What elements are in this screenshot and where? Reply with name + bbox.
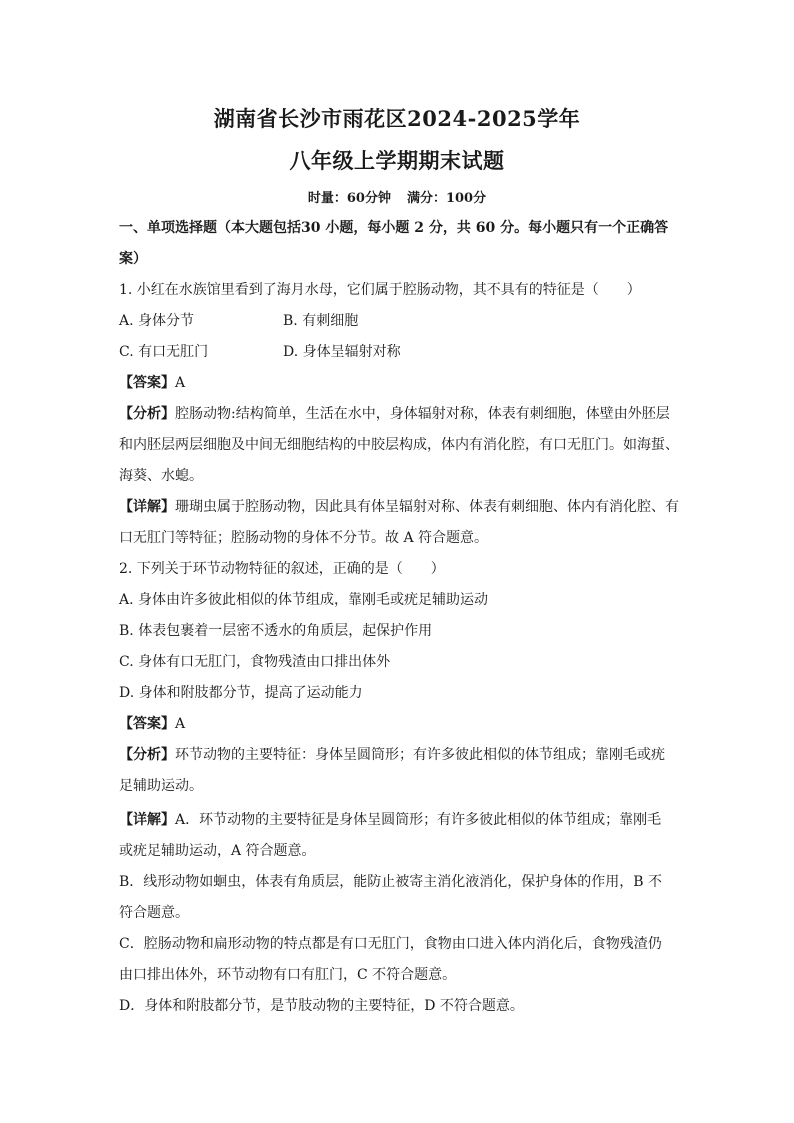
exam-title-line1: 湖南省长沙市雨花区2024-2025学年: [213, 106, 581, 131]
q2-detail-line5: C．腔肠动物和扁形动物的特点都是有口无肛门，食物由口进入体内消化后，食物残渣仍: [119, 936, 662, 952]
q1-answer: [119, 374, 185, 392]
q2-answer-value: A: [175, 716, 186, 732]
q2-option-c: C. 身体有口无肛门，食物残渣由口排出体外: [119, 654, 391, 670]
q2-analysis-text1: 环节动物的主要特征：身体呈圆筒形；有许多彼此相似的体节组成；靠刚毛或疣: [175, 747, 665, 763]
section-heading-line1: 一、单项选择题（本大题包括30 小题，每小题 2 分，共 60 分。每小题只有一个正确答: [119, 220, 669, 236]
q1-answer-tag: 【答案】: [119, 375, 175, 391]
q1-analysis-line1: [119, 405, 670, 423]
q1-analysis-text1: 腔肠动物:结构简单，生活在水中，身体辐射对称，体表有刺细胞，体壁由外胚层: [175, 406, 670, 422]
exam-time: 时量：60分钟: [307, 191, 391, 206]
q2-detail-line6: 由口排出体外，环节动物有口有肛门，C 不符合题意。: [119, 967, 457, 983]
q1-detail-line1: [119, 498, 679, 516]
q2-answer-tag: 【答案】: [119, 716, 175, 732]
q1-analysis-tag: 【分析】: [119, 406, 175, 422]
q2-detail-text-a1: A．环节动物的主要特征是身体呈圆筒形；有许多彼此相似的体节组成；靠刚毛: [175, 812, 662, 828]
exam-meta: [0, 187, 794, 206]
q2-analysis-line2: 足辅助运动。: [119, 778, 203, 794]
q2-detail-line1: [119, 811, 661, 829]
q2-detail-line3: B．线形动物如蛔虫，体表有角质层，能防止被寄主消化液消化，保护身体的作用，B 不: [119, 874, 663, 890]
q1-analysis-line3: 海葵、水螅。: [119, 468, 203, 484]
section-heading-line2: 案）: [119, 251, 147, 267]
q2-analysis-tag: 【分析】: [119, 747, 175, 763]
q2-analysis-line1: [119, 746, 665, 764]
q2-option-b: B. 体表包裹着一层密不透水的角质层，起保护作用: [119, 623, 433, 639]
exam-score: 满分：100分: [406, 191, 487, 206]
q2-detail-line7: D．身体和附肢都分节，是节肢动物的主要特征，D 不符合题意。: [119, 998, 524, 1014]
q1-option-c: C. 有口无肛门: [119, 344, 209, 360]
q2-stem: 2. 下列关于环节动物特征的叙述，正确的是（ ）: [119, 561, 445, 577]
q2-detail-tag: 【详解】: [119, 812, 175, 828]
q1-stem: 1. 小红在水族馆里看到了海月水母，它们属于腔肠动物，其不具有的特征是（ ）: [119, 282, 641, 298]
q1-answer-value: A: [175, 375, 186, 391]
q2-detail-line2: 或疣足辅助运动，A 符合题意。: [119, 843, 316, 859]
q1-option-a: A. 身体分节: [119, 313, 195, 329]
q2-answer: [119, 715, 185, 733]
q1-detail-tag: 【详解】: [119, 499, 175, 515]
q2-option-a: A. 身体由许多彼此相似的体节组成，靠刚毛或疣足辅助运动: [119, 592, 489, 608]
q1-analysis-line2: 和内胚层两层细胞及中间无细胞结构的中胶层构成，体内有消化腔，有口无肛门。如海蜇、: [119, 437, 679, 453]
q1-detail-line2: 口无肛门等特征；腔肠动物的身体不分节。故 A 符合题意。: [119, 530, 489, 546]
q2-detail-line4: 符合题意。: [119, 905, 189, 921]
q2-option-d: D. 身体和附肢都分节，提高了运动能力: [119, 685, 363, 701]
exam-title-line2: 八年级上学期期末试题: [289, 148, 505, 173]
q1-option-b: B. 有刺细胞: [283, 313, 359, 329]
q1-detail-text1: 珊瑚虫属于腔肠动物，因此具有体呈辐射对称、体表有刺细胞、体内有消化腔、有: [175, 499, 679, 515]
q1-option-d: D. 身体呈辐射对称: [283, 344, 401, 360]
